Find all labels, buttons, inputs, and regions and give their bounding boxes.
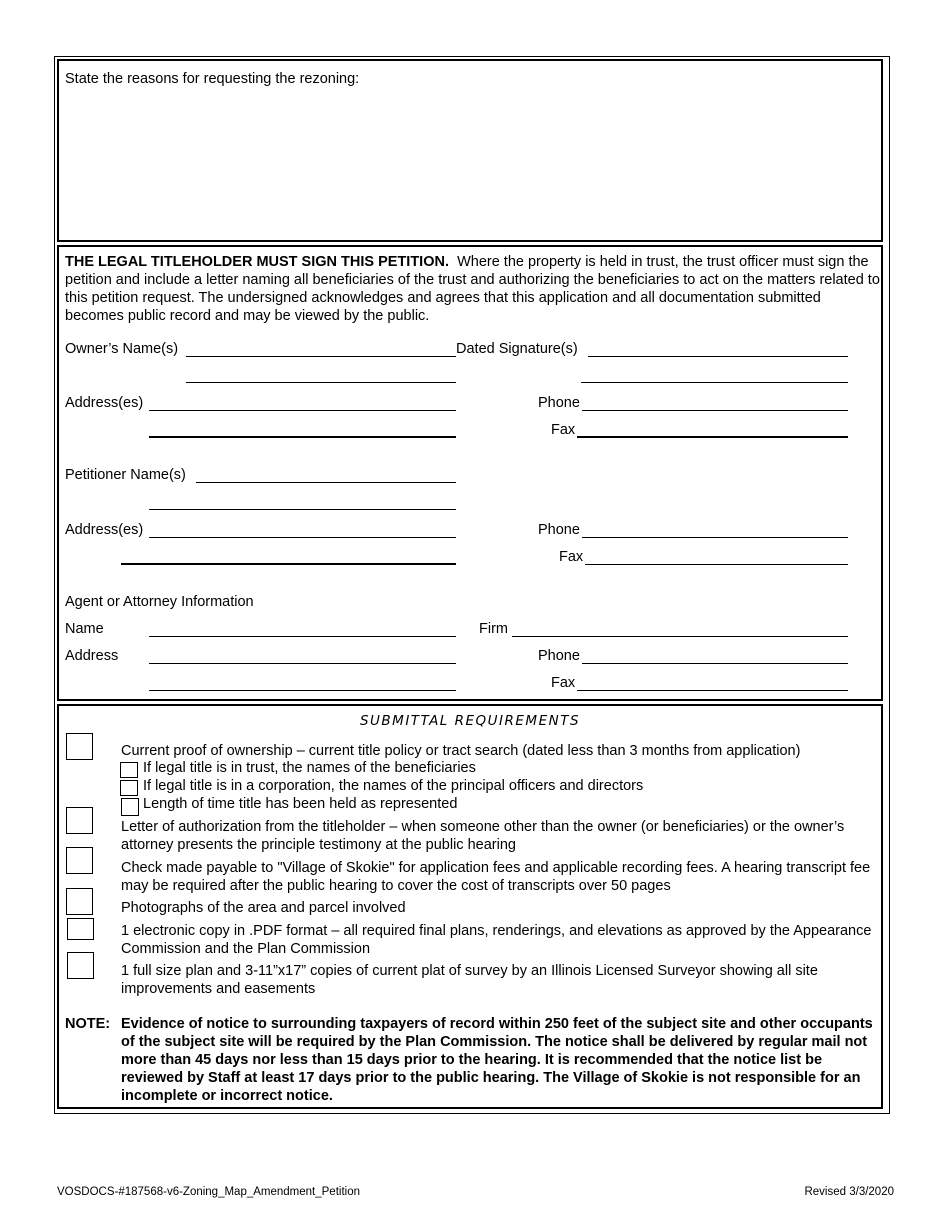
agent-phone-label: Phone: [538, 648, 580, 664]
petitioner-name-field[interactable]: [196, 482, 456, 483]
requirement-plat-of-survey: 1 full size plan and 3-11”x17” copies of current plat of survey by an Illinois Licensed Surveyor showing all site improvements and easements: [121, 963, 818, 997]
owner-address-field[interactable]: [149, 410, 456, 411]
agent-heading: Agent or Attorney Information: [65, 594, 254, 610]
owner-fax-field[interactable]: [577, 436, 848, 438]
reasons-label: State the reasons for requesting the rezoning:: [65, 71, 360, 87]
agent-address-field[interactable]: [149, 663, 456, 664]
checkbox-plat-of-survey[interactable]: [67, 952, 94, 979]
reasons-textarea[interactable]: [62, 92, 878, 237]
owner-name-field-2[interactable]: [186, 382, 456, 383]
checkbox-electronic-copy[interactable]: [67, 918, 94, 940]
requirement-proof-of-ownership: Current proof of ownership – current title policy or tract search (dated less than 3 months from application): [121, 743, 801, 759]
dated-signature-field-2[interactable]: [581, 382, 848, 383]
petitioner-name-label: Petitioner Name(s): [65, 467, 186, 483]
petitioner-address-field-2[interactable]: [121, 563, 456, 565]
footer-revised-date: Revised 3/3/2020: [804, 1186, 894, 1198]
petitioner-phone-label: Phone: [538, 522, 580, 538]
dated-signature-label: Dated Signature(s): [456, 341, 578, 357]
checkbox-title-length[interactable]: [121, 798, 139, 816]
dated-signature-field[interactable]: [588, 356, 848, 357]
agent-firm-field[interactable]: [512, 636, 848, 637]
sub-requirement-corporation: If legal title is in a corporation, the names of the principal officers and directors: [143, 778, 644, 794]
notice-note: [65, 1015, 880, 1105]
agent-address-field-2[interactable]: [149, 690, 456, 691]
checkbox-letter-of-authorization[interactable]: [66, 807, 93, 834]
sub-requirement-trust: If legal title is in trust, the names of the beneficiaries: [143, 760, 476, 776]
requirement-letter-of-authorization: Letter of authorization from the titleholder – when someone other than the owner (or beneficiaries) or the owner’s attorney presents the principle testimony at the public hearing: [121, 819, 845, 853]
agent-name-field[interactable]: [149, 636, 456, 637]
agent-fax-label: Fax: [551, 675, 576, 691]
sub-requirement-title-length: Length of time title has been held as represented: [143, 796, 458, 812]
note-label: NOTE:: [65, 1016, 111, 1032]
owner-phone-label: Phone: [538, 395, 580, 411]
agent-phone-field[interactable]: [582, 663, 848, 664]
owner-address-label: Address(es): [65, 395, 144, 411]
checkbox-photographs[interactable]: [66, 888, 93, 915]
petitioner-fax-field[interactable]: [585, 564, 848, 565]
agent-name-label: Name: [65, 621, 104, 637]
requirement-photographs: Photographs of the area and parcel involved: [121, 900, 406, 916]
owner-address-field-2[interactable]: [149, 436, 456, 438]
checkbox-check-payment[interactable]: [66, 847, 93, 874]
petitioner-fax-label: Fax: [559, 549, 584, 565]
owner-fax-label: Fax: [551, 422, 576, 438]
submittal-heading: SUBMITTAL REQUIREMENTS: [359, 713, 581, 729]
requirement-check-payment: Check made payable to "Village of Skokie" for application fees and applicable recording fees. A hearing transcript fee may be required after the public hearing to cover the cost of transcripts over 50 pages: [121, 860, 871, 894]
petitioner-name-field-2[interactable]: [149, 509, 456, 510]
requirement-electronic-copy: 1 electronic copy in .PDF format – all required final plans, renderings, and elevations as approved by the Appearance Commission and the Plan Commission: [121, 923, 872, 957]
owner-phone-field[interactable]: [582, 410, 848, 411]
petitioner-address-label: Address(es): [65, 522, 144, 538]
signature-instructions: [65, 253, 880, 325]
owner-name-field[interactable]: [186, 356, 456, 357]
agent-firm-label: Firm: [479, 621, 508, 637]
checkbox-corporation-officers[interactable]: [120, 780, 138, 796]
footer-doc-id: VOSDOCS-#187568-v6-Zoning_Map_Amendment_Petition: [57, 1186, 360, 1198]
signature-heading: THE LEGAL TITLEHOLDER MUST SIGN THIS PETITION.: [65, 254, 449, 270]
checkbox-trust-beneficiaries[interactable]: [120, 762, 138, 778]
owner-name-label: Owner’s Name(s): [65, 341, 179, 357]
agent-fax-field[interactable]: [577, 690, 848, 691]
signature-body: Where the property is held in trust, the trust officer must sign the petition and include a letter naming all beneficiaries of the trust and authorizing the beneficiaries to act on the matters related to this petition request. The undersigned acknowledges and agrees that this application and all documentation submitted becomes public record and may be viewed by the public.: [65, 254, 880, 324]
petitioner-address-field[interactable]: [149, 537, 456, 538]
petitioner-phone-field[interactable]: [582, 537, 848, 538]
note-text: Evidence of notice to surrounding taxpayers of record within 250 feet of the subject site and other occupants of the subject site will be required by the Plan Commission. The notice shall be delivered by regular mail not more than 45 days nor less than 15 days prior to the hearing. It is recommended that the notice list be reviewed by Staff at least 17 days prior to the public hearing. The Village of Skokie is not responsible for an incomplete or incorrect notice.: [121, 1016, 873, 1104]
agent-address-label: Address: [65, 648, 119, 664]
checkbox-proof-of-ownership[interactable]: [66, 733, 93, 760]
